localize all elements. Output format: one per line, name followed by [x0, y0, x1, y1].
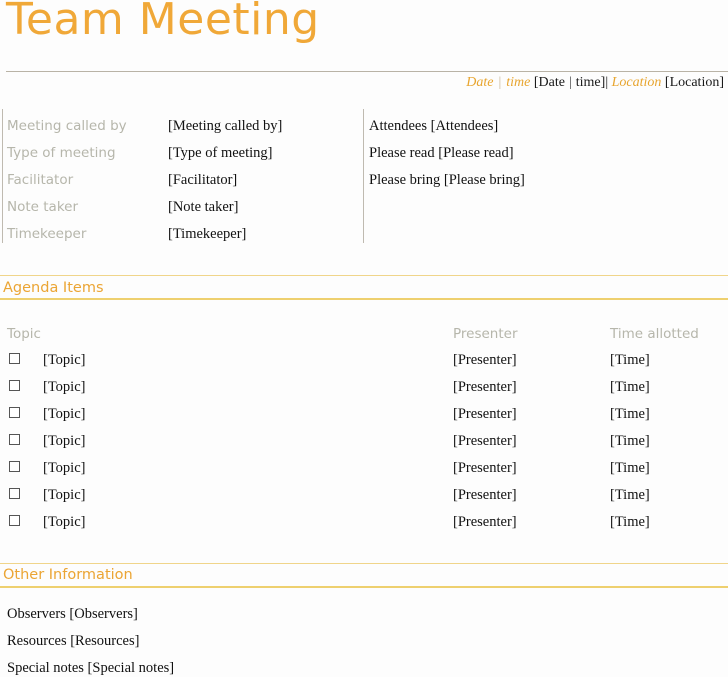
please-bring-value[interactable]: [Please bring]: [443, 172, 525, 188]
other-info-bottom-line: [0, 586, 728, 588]
special-notes-value[interactable]: [Special notes]: [87, 660, 175, 676]
topic-cell[interactable]: [Topic]: [43, 433, 86, 449]
checkbox[interactable]: [9, 407, 20, 418]
date-time-location-line: [466, 75, 724, 91]
agenda-heading: Agenda Items: [3, 280, 104, 296]
presenter-cell[interactable]: [Presenter]: [453, 406, 517, 422]
attendees-line: [369, 118, 498, 135]
observers-value[interactable]: [Observers]: [69, 606, 138, 622]
presenter-cell[interactable]: [Presenter]: [453, 379, 517, 395]
special-notes-label: Special notes: [7, 660, 84, 676]
observers-line: [7, 606, 138, 623]
facilitator-label: Facilitator: [7, 172, 74, 188]
other-info-heading: Other Information: [3, 567, 133, 583]
checkbox[interactable]: [9, 515, 20, 526]
please-bring-line: [369, 172, 525, 189]
separator: |: [605, 75, 609, 90]
time-cell[interactable]: [Time]: [610, 433, 650, 449]
time-cell[interactable]: [Time]: [610, 487, 650, 503]
presenter-cell[interactable]: [Presenter]: [453, 352, 517, 368]
timekeeper-value[interactable]: [Timekeeper]: [168, 226, 247, 242]
time-cell[interactable]: [Time]: [610, 514, 650, 530]
separator: |: [568, 75, 572, 90]
resources-label: Resources: [7, 633, 67, 649]
please-read-label: Please read: [369, 145, 435, 161]
please-read-value[interactable]: [Please read]: [438, 145, 514, 161]
time-cell[interactable]: [Time]: [610, 406, 650, 422]
date-value[interactable]: [Date: [533, 75, 565, 90]
agenda-bottom-line: [0, 298, 728, 300]
presenter-column-header: Presenter: [453, 326, 518, 342]
title-divider: [6, 71, 728, 72]
location-label: Location: [611, 75, 662, 90]
checkbox[interactable]: [9, 434, 20, 445]
topic-cell[interactable]: [Topic]: [43, 487, 86, 503]
time-label: time: [506, 75, 531, 90]
type-of-meeting-label: Type of meeting: [7, 145, 116, 161]
please-read-line: [369, 145, 514, 162]
date-label: Date: [466, 75, 494, 90]
details-left-border: [2, 109, 3, 243]
topic-cell[interactable]: [Topic]: [43, 514, 86, 530]
topic-cell[interactable]: [Topic]: [43, 352, 86, 368]
separator: |: [498, 75, 502, 90]
agenda-top-line: [0, 275, 728, 276]
time-value[interactable]: time]: [575, 75, 606, 90]
attendees-label: Attendees: [369, 118, 427, 134]
topic-column-header: Topic: [7, 326, 41, 342]
please-bring-label: Please bring: [369, 172, 441, 188]
special-notes-line: [7, 660, 174, 677]
checkbox[interactable]: [9, 380, 20, 391]
timekeeper-label: Timekeeper: [7, 226, 87, 242]
presenter-cell[interactable]: [Presenter]: [453, 514, 517, 530]
time-cell[interactable]: [Time]: [610, 379, 650, 395]
topic-cell[interactable]: [Topic]: [43, 460, 86, 476]
page-title: Team Meeting: [6, 0, 320, 45]
resources-line: [7, 633, 139, 650]
attendees-value[interactable]: [Attendees]: [430, 118, 499, 134]
type-of-meeting-value[interactable]: [Type of meeting]: [168, 145, 273, 161]
presenter-cell[interactable]: [Presenter]: [453, 433, 517, 449]
observers-label: Observers: [7, 606, 66, 622]
facilitator-value[interactable]: [Facilitator]: [168, 172, 238, 188]
time-column-header: Time allotted: [610, 326, 699, 342]
topic-cell[interactable]: [Topic]: [43, 379, 86, 395]
time-cell[interactable]: [Time]: [610, 352, 650, 368]
other-info-top-line: [0, 563, 728, 564]
note-taker-value[interactable]: [Note taker]: [168, 199, 239, 215]
note-taker-label: Note taker: [7, 199, 79, 215]
details-middle-border: [363, 109, 364, 243]
checkbox[interactable]: [9, 353, 20, 364]
topic-cell[interactable]: [Topic]: [43, 406, 86, 422]
presenter-cell[interactable]: [Presenter]: [453, 487, 517, 503]
meeting-called-by-label: Meeting called by: [7, 118, 127, 134]
location-value[interactable]: [Location]: [664, 75, 724, 90]
presenter-cell[interactable]: [Presenter]: [453, 460, 517, 476]
resources-value[interactable]: [Resources]: [70, 633, 140, 649]
time-cell[interactable]: [Time]: [610, 460, 650, 476]
checkbox[interactable]: [9, 488, 20, 499]
checkbox[interactable]: [9, 461, 20, 472]
meeting-called-by-value[interactable]: [Meeting called by]: [168, 118, 283, 134]
